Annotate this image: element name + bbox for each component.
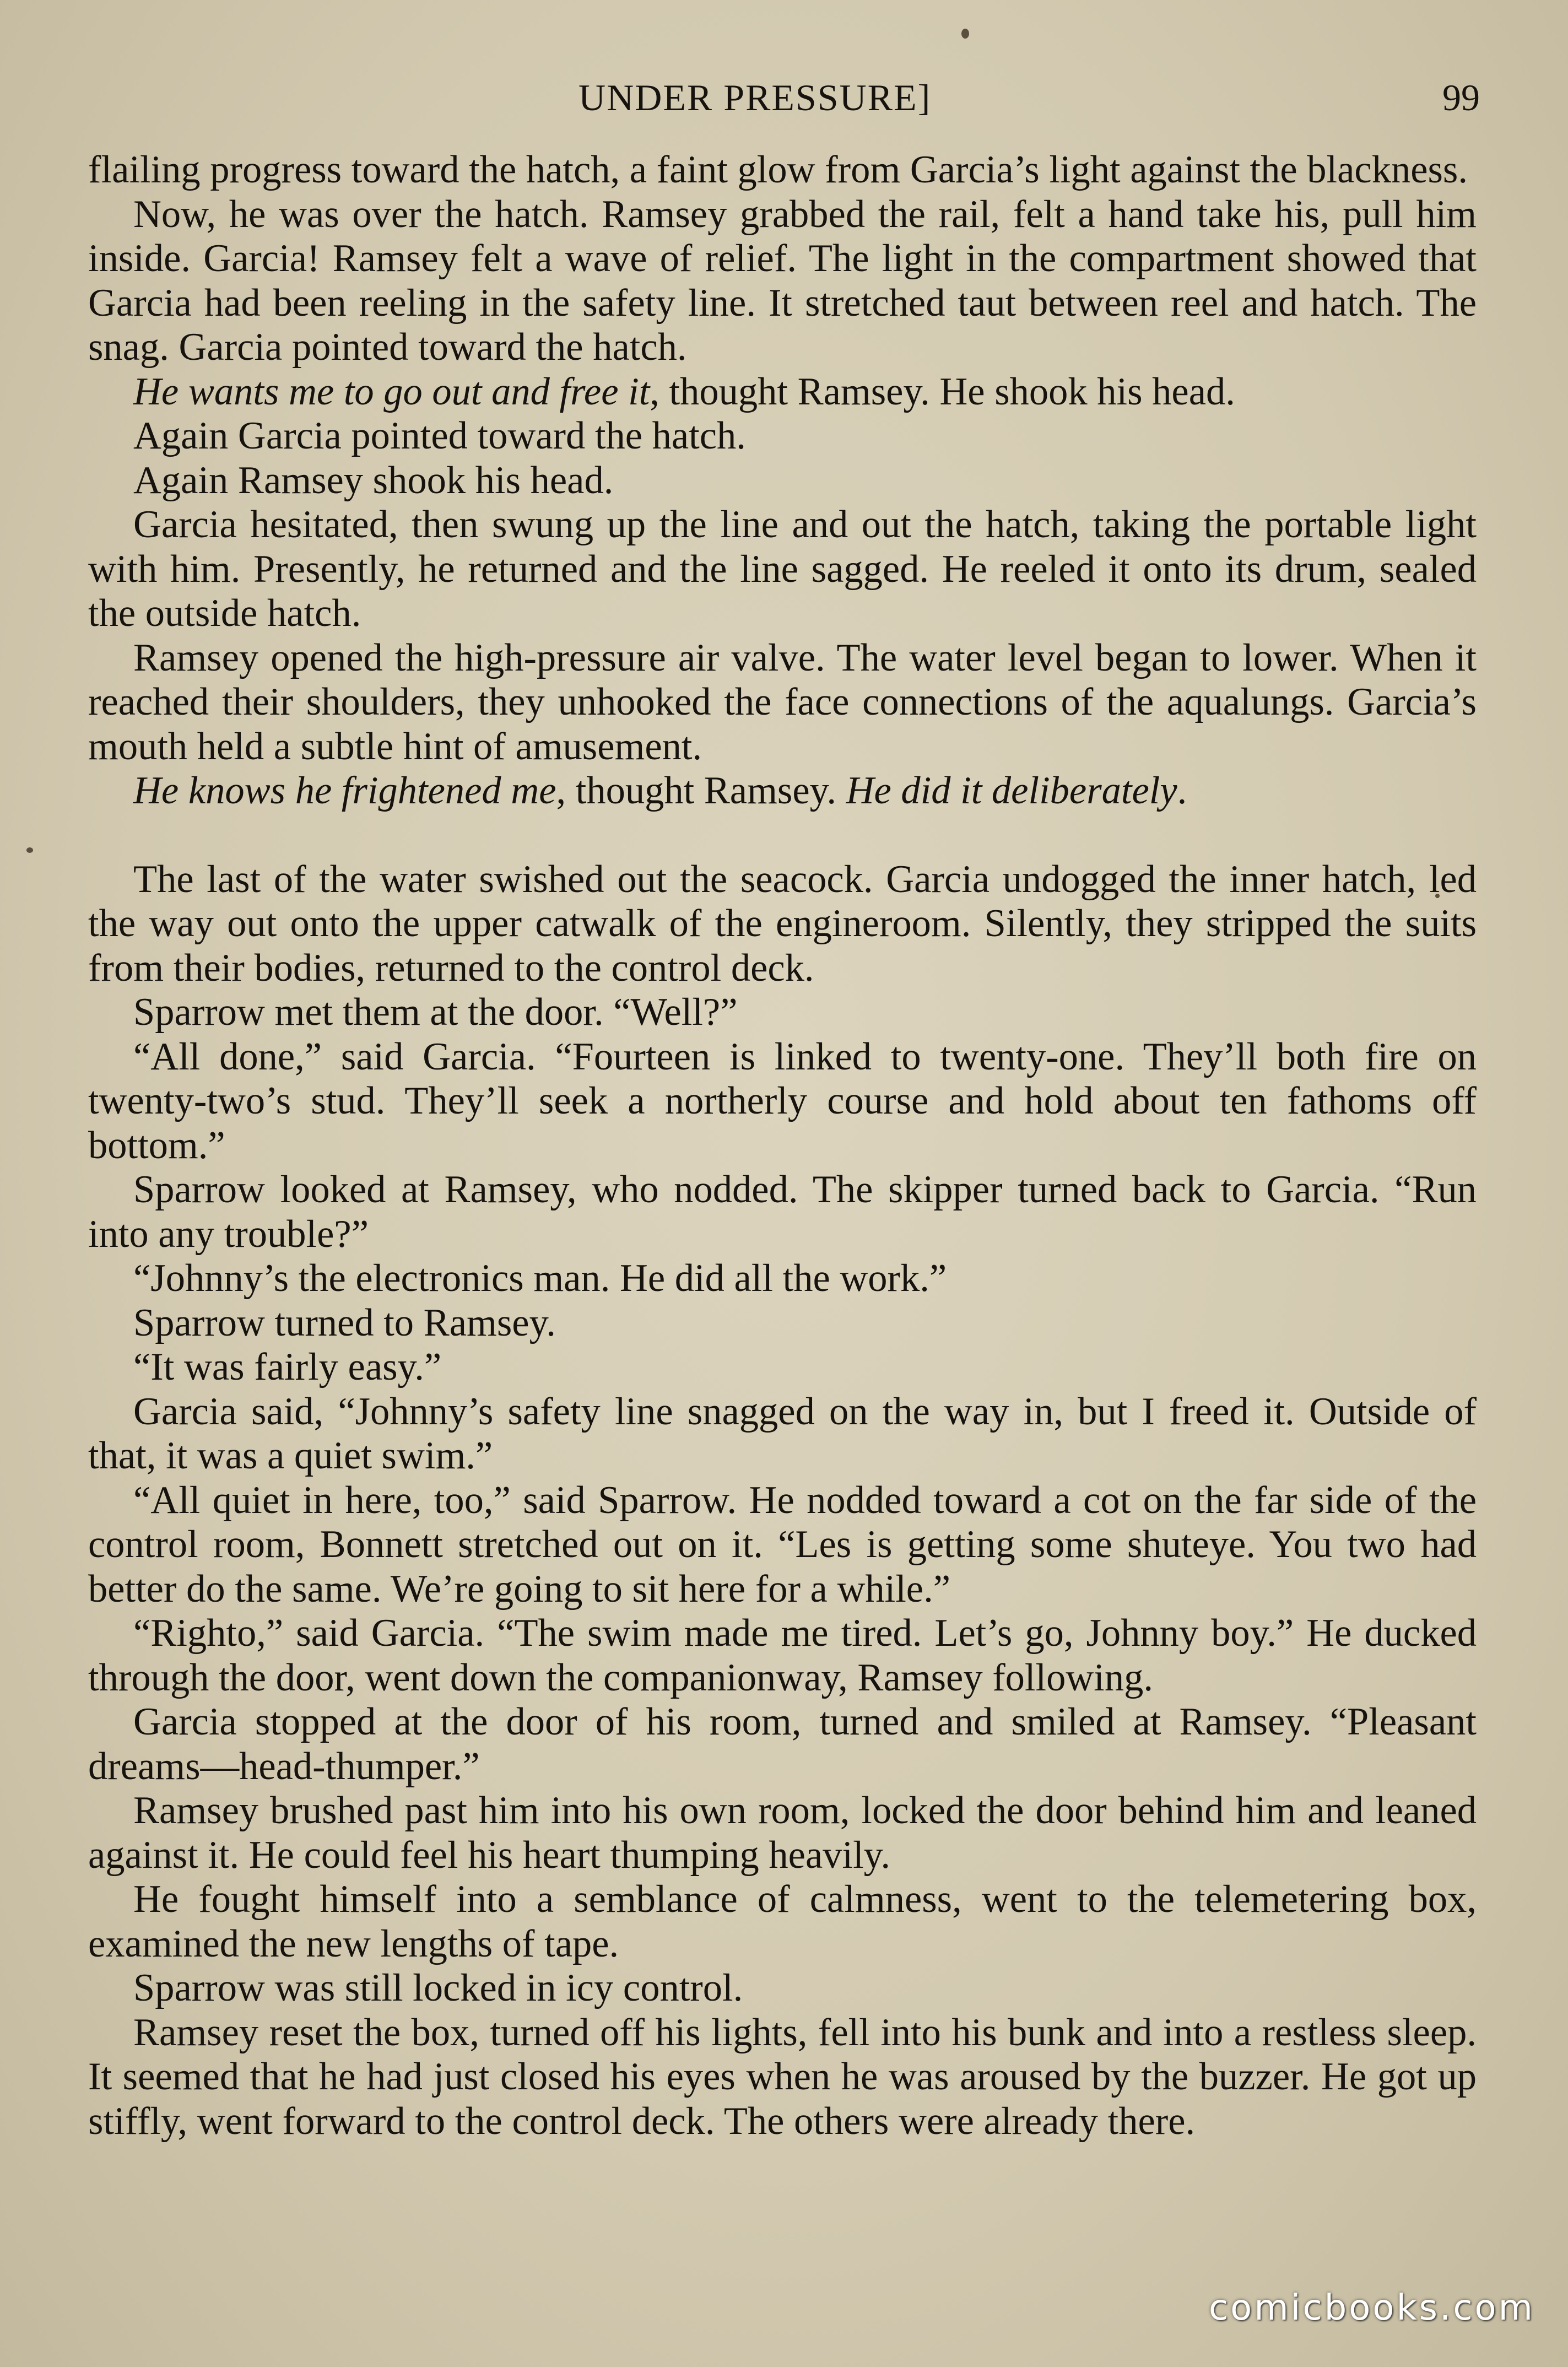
paragraph: flailing progress toward the hatch, a faint glow from Garcia’s light against the blackness.: [88, 148, 1468, 191]
paragraph: Sparrow looked at Ramsey, who nodded. The skipper turned back to Garcia. “Run into any trouble?”: [88, 1168, 1477, 1256]
paragraph: “Righto,” said Garcia. “The swim made me tired. Let’s go, Johnny boy.” He ducked through the door, went down the companionway, Ramsey following.: [88, 1612, 1477, 1699]
paragraph: The last of the water swished out the seacock. Garcia undogged the inner hatch, led the way out onto the upper catwalk of the engineroom. Silently, they stripped the suits from their bodies, returned to the control deck.: [88, 857, 1477, 990]
italic-thought: He wants me to go out and free it: [133, 370, 650, 413]
italic-thought: He did it deliberately: [846, 769, 1177, 812]
running-title: UNDER PRESSURE]: [578, 77, 932, 118]
paragraph-text: , thought Ramsey.: [556, 769, 846, 812]
paragraph: Ramsey reset the box, turned off his lights, fell into his bunk and into a restless sleep. It seemed that he had just closed his eyes when he was aroused by the buzzer. He got up stiffly, went forward to the control deck. The others were already there.: [88, 2011, 1477, 2143]
paragraph: Garcia hesitated, then swung up the line and out the hatch, taking the portable light with him. Presently, he returned and the line sagged. He reeled it onto its drum, sealed the outside hatch.: [88, 503, 1477, 635]
paragraph: “It was fairly easy.”: [133, 1345, 442, 1388]
paragraph: Sparrow turned to Ramsey.: [133, 1301, 556, 1344]
paragraph: Sparrow met them at the door. “Well?”: [133, 991, 738, 1034]
running-head: [0, 76, 1568, 126]
paper-speck: [961, 29, 969, 39]
paragraph: “Johnny’s the electronics man. He did all the work.”: [133, 1257, 947, 1300]
paragraph: [88, 769, 1477, 813]
paragraph-text: , thought Ramsey. He shook his head.: [650, 370, 1235, 413]
paragraph: Ramsey brushed past him into his own room, locked the door behind him and leaned against it. He could feel his heart thumping heavily.: [88, 1789, 1477, 1877]
watermark: comicbooks.com: [1208, 2288, 1535, 2328]
paragraph: He fought himself into a semblance of calmness, went to the telemetering box, examined the new lengths of tape.: [88, 1878, 1477, 1965]
paragraph: Sparrow was still locked in icy control.: [133, 1966, 743, 2009]
paragraph: Now, he was over the hatch. Ramsey grabbed the rail, felt a hand take his, pull him inside. Garcia! Ramsey felt a wave of relief. The light in the compartment showed that Garcia had been reeling in the safety line. It stretched taut between reel and hatch. The snag. Garcia pointed toward the hatch.: [88, 192, 1477, 369]
italic-thought: He knows he frightened me: [133, 769, 556, 812]
paragraph: Again Ramsey shook his head.: [133, 458, 614, 502]
paragraph: Garcia stopped at the door of his room, turned and smiled at Ramsey. “Pleasant dreams—head-thumper.”: [88, 1700, 1477, 1788]
paragraph: Again Garcia pointed toward the hatch.: [133, 414, 746, 457]
paragraph: Ramsey opened the high-pressure air valve. The water level began to lower. When it reached their shoulders, they unhooked the face connections of the aqualungs. Garcia’s mouth held a subtle hint of amusement.: [88, 636, 1477, 768]
body-text: [88, 148, 1477, 2143]
paragraph: [88, 370, 1477, 414]
paragraph-text: .: [1177, 769, 1187, 812]
page-number: 99: [1442, 77, 1480, 118]
paragraph: “All quiet in here, too,” said Sparrow. He nodded toward a cot on the far side of the control room, Bonnett stretched out on it. “Les is getting some shuteye. You two had better do the same. We’re going to sit here for a while.”: [88, 1478, 1477, 1611]
paragraph: Garcia said, “Johnny’s safety line snagged on the way in, but I freed it. Outside of that, it was a quiet swim.”: [88, 1390, 1477, 1477]
paragraph: “All done,” said Garcia. “Fourteen is linked to twenty-one. They’ll both fire on twenty-two’s stud. They’ll seek a northerly course and hold about ten fathoms off bottom.”: [88, 1035, 1477, 1167]
paper-speck: [26, 847, 33, 853]
